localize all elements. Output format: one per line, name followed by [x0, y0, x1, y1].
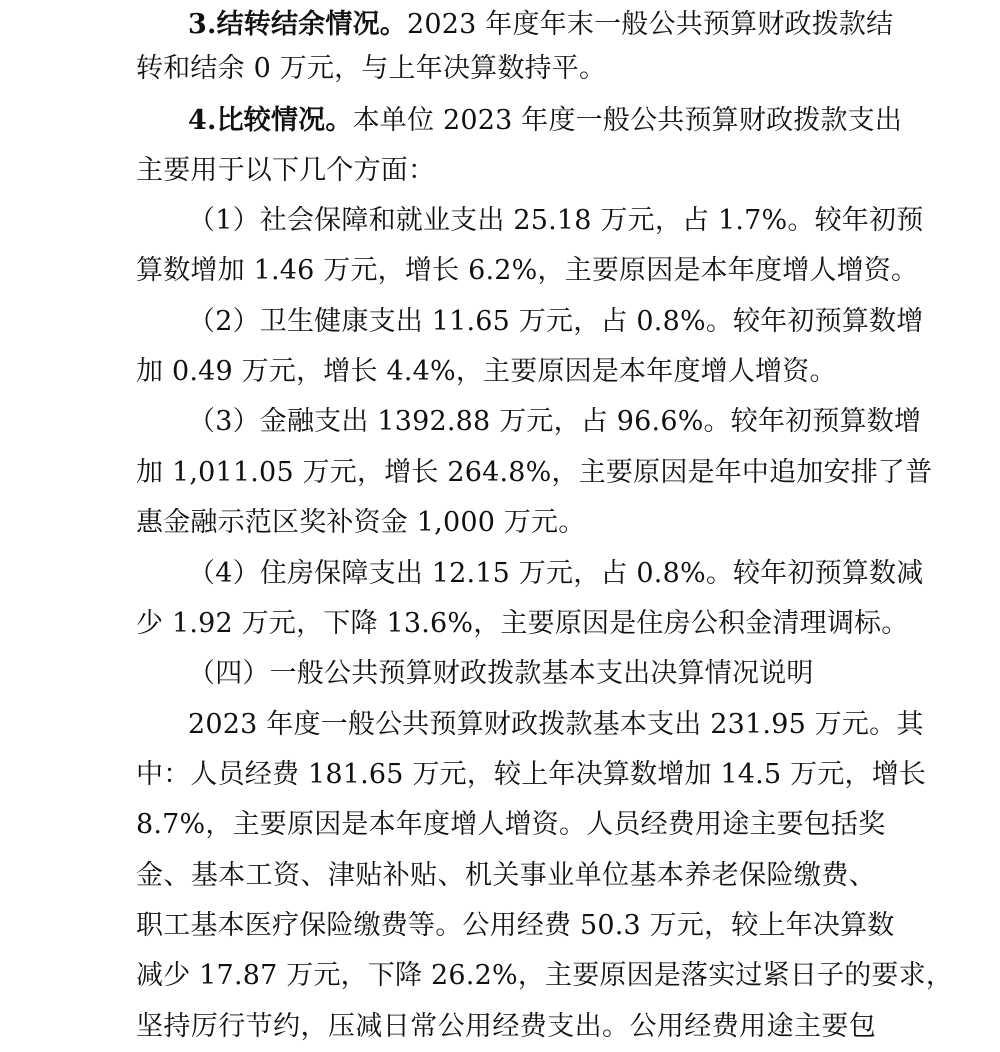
basic-expenditure-line-3: 8.7%，主要原因是本年度增人增资。人员经费用途主要包括奖 [136, 809, 886, 840]
basic-expenditure-line-1: 2023 年度一般公共预算财政拨款基本支出 231.95 万元。其 [188, 709, 924, 740]
item-3-line-2: 加 1,011.05 万元，增长 264.8%，主要原因是年中追加安排了普 [136, 457, 933, 488]
basic-expenditure-line-2: 中：人员经费 181.65 万元，较上年决算数增加 14.5 万元，增长 [136, 759, 927, 790]
para-3-line-1 [188, 0, 894, 50]
item-2-line-1: （2）卫生健康支出 11.65 万元，占 0.8%。较年初预算数增 [188, 306, 924, 337]
item-4-line-1: （4）住房保障支出 12.15 万元，占 0.8%。较年初预算数减 [188, 558, 924, 589]
para-3-line-2: 转和结余 0 万元，与上年决算数持平。 [136, 53, 607, 84]
para-4-text: 本单位 2023 年度一般公共预算财政拨款支出 [352, 105, 903, 136]
item-1-line-2: 算数增加 1.46 万元，增长 6.2%，主要原因是本年度增人增资。 [136, 255, 919, 286]
item-2-line-2: 加 0.49 万元，增长 4.4%，主要原因是本年度增人增资。 [136, 356, 837, 387]
basic-expenditure-line-7: 坚持厉行节约，压减日常公用经费支出。公用经费用途主要包 [136, 1011, 876, 1042]
para-4-line-1 [188, 96, 903, 146]
item-3-line-3: 惠金融示范区奖补资金 1,000 万元。 [136, 507, 586, 538]
item-4-line-2: 少 1.92 万元，下降 13.6%，主要原因是住房公积金清理调标。 [136, 608, 909, 639]
item-1-line-1: （1）社会保障和就业支出 25.18 万元，占 1.7%。较年初预 [188, 205, 924, 236]
section-heading: （四）一般公共预算财政拨款基本支出决算情况说明 [188, 658, 814, 689]
basic-expenditure-line-6: 减少 17.87 万元，下降 26.2%，主要原因是落实过紧日子的要求， [136, 960, 954, 991]
para-4-line-2: 主要用于以下几个方面： [136, 155, 436, 186]
para-4-heading: 4.比较情况。 [188, 105, 353, 136]
item-3-line-1: （3）金融支出 1392.88 万元，占 96.6%。较年初预算数增 [188, 406, 922, 437]
basic-expenditure-line-4: 金、基本工资、津贴补贴、机关事业单位基本养老保险缴费、 [136, 860, 876, 891]
para-3-text: 2023 年度年末一般公共预算财政拨款结 [407, 9, 894, 40]
para-3-heading: 3.结转结余情况。 [188, 9, 407, 40]
basic-expenditure-line-5: 职工基本医疗保险缴费等。公用经费 50.3 万元，较上年决算数 [136, 910, 895, 941]
